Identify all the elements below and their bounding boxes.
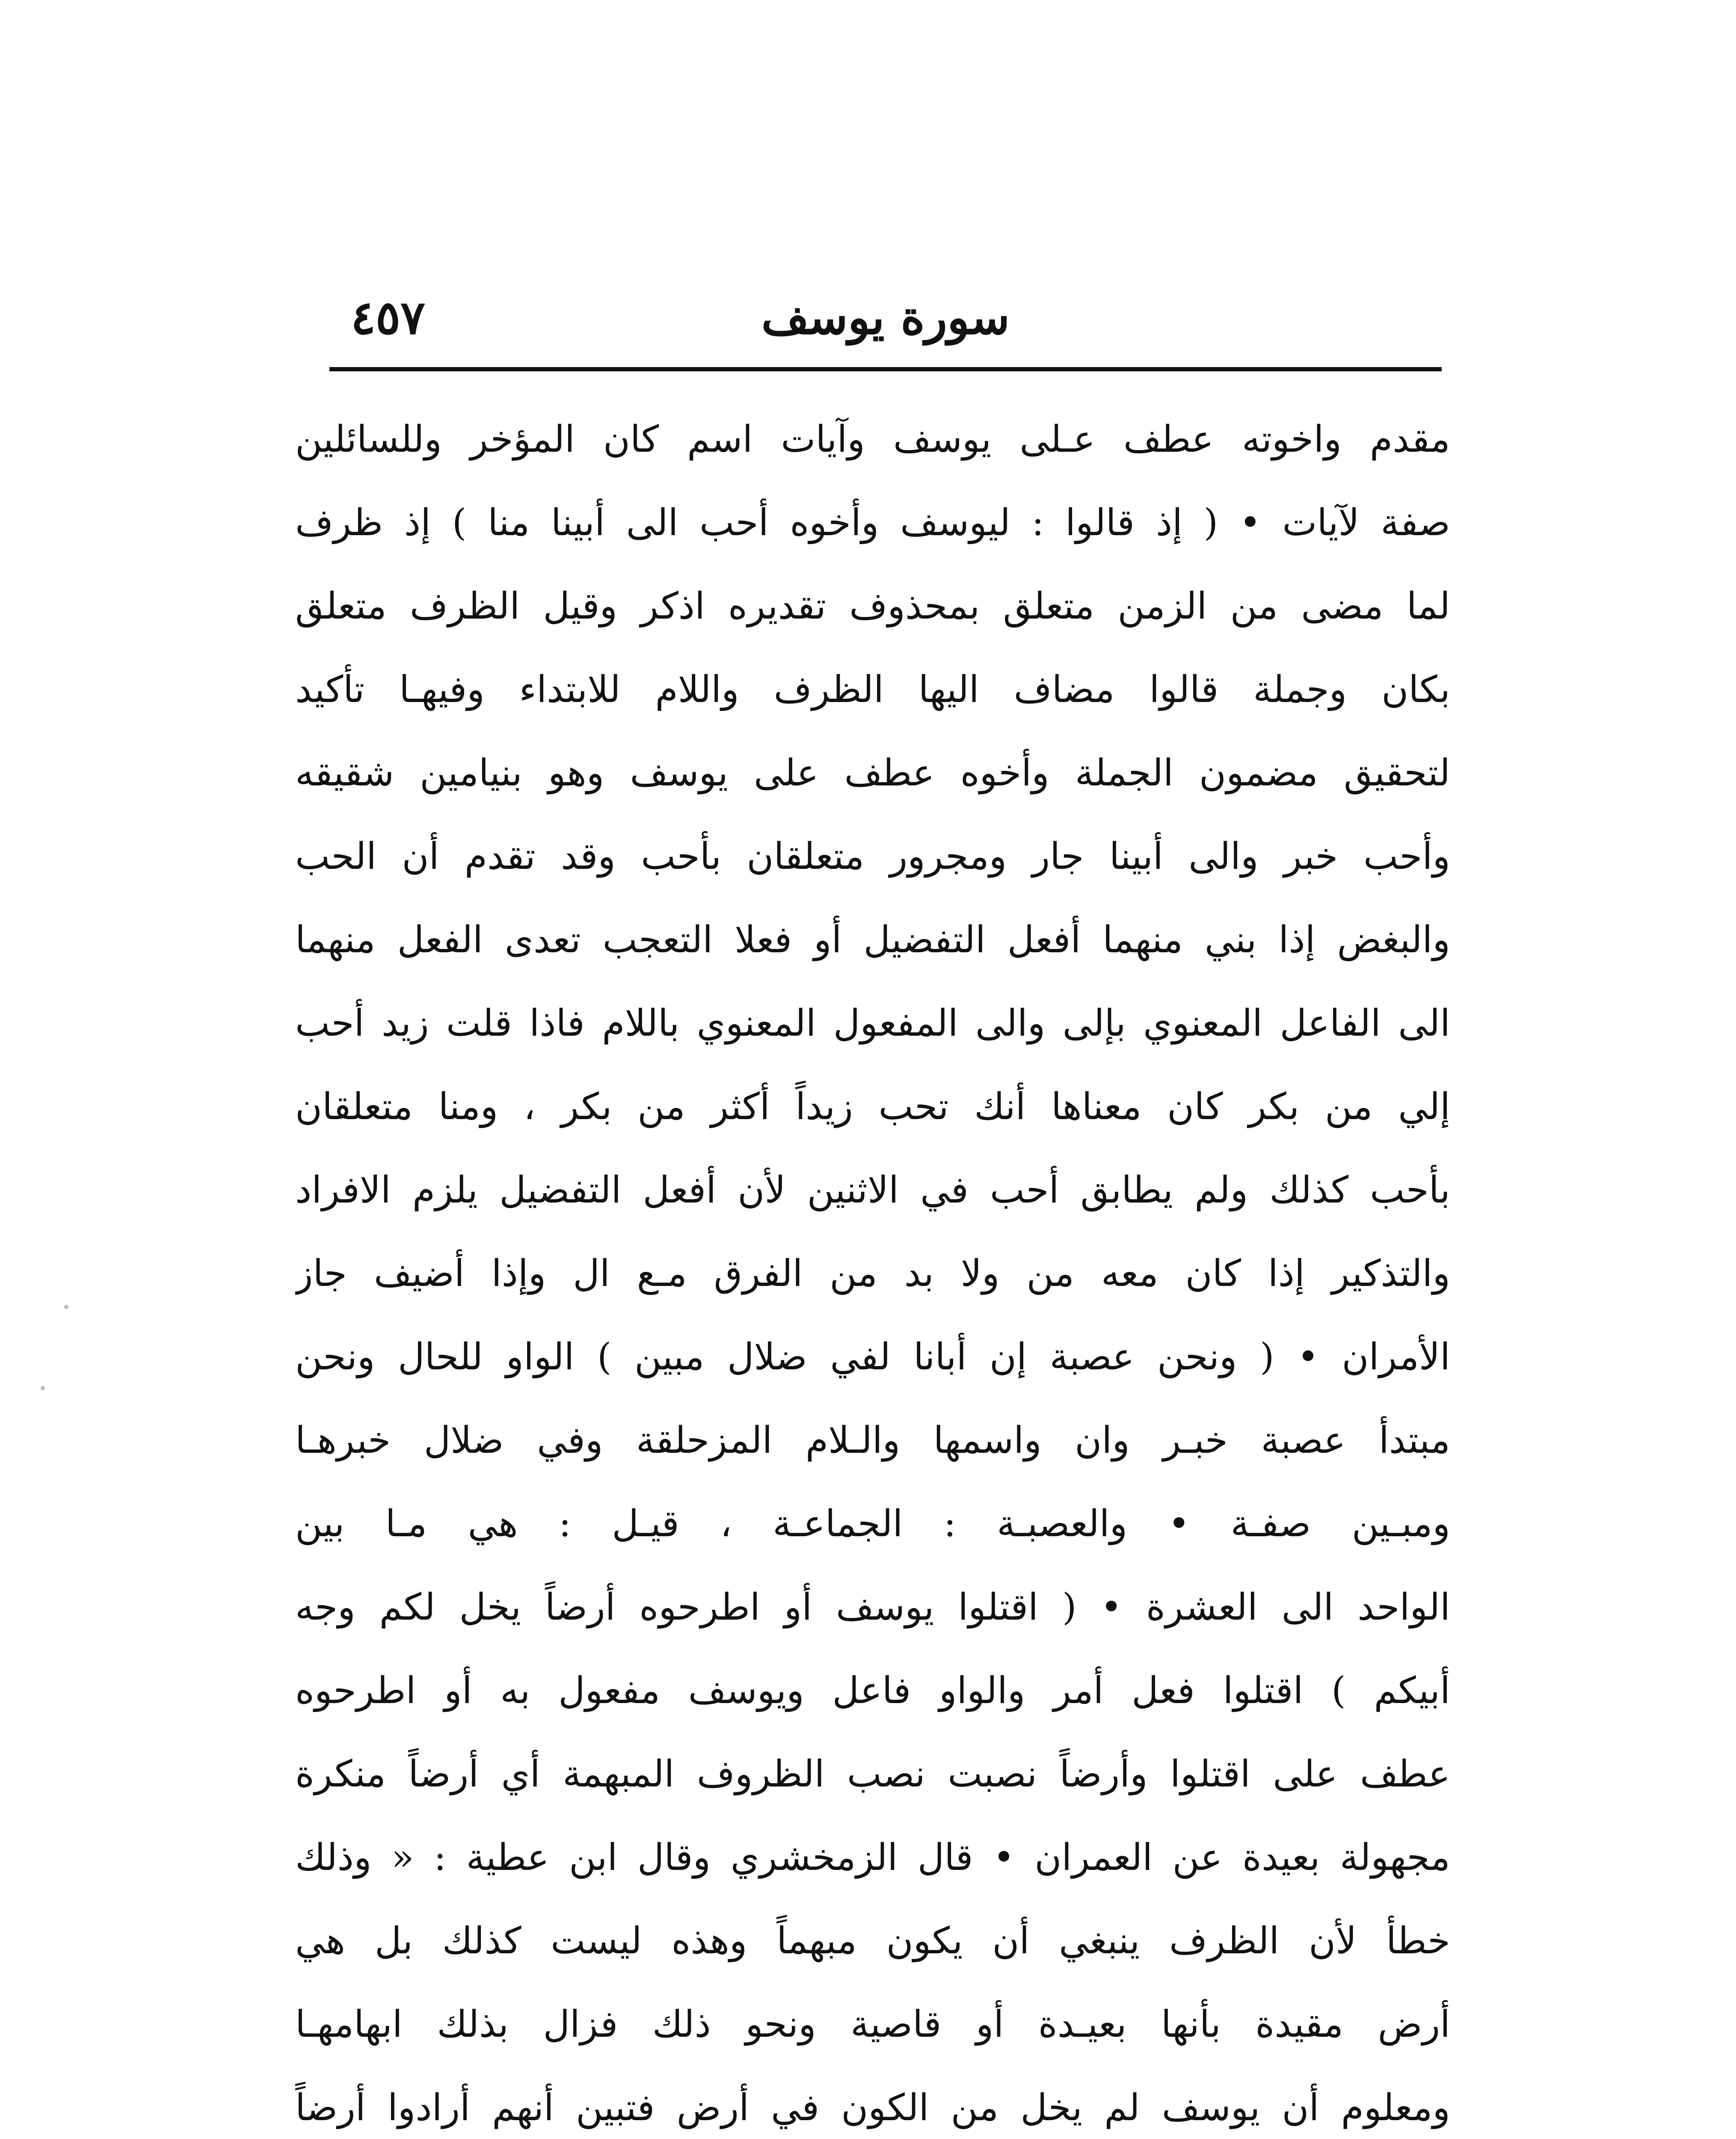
text-line: أبيكم ) اقتلوا فعل أمر والواو فاعل ويوسف مفعول به أو اطرحوه <box>295 1669 1450 1712</box>
text-line: مقدم واخوته عطف عـلى يوسف وآيات اسم كان المؤخر وللسائلين <box>295 418 1450 461</box>
text-line: صفة لآيات • ( إذ قالوا : ليوسف وأخوه أحب الى أبينا منا ) إذ ظرف <box>295 501 1450 544</box>
text-line: إلي من بكر كان معناها أنك تحب زيداً أكثر من بكر ، ومنا متعلقان <box>295 1085 1450 1128</box>
scan-speck <box>41 1386 45 1390</box>
text-line: ومعلوم أن يوسف لم يخل من الكون في أرض فتبين أنهم أرادوا أرضاً <box>295 2086 1450 2129</box>
text-line: الأمران • ( ونحن عصبة إن أبانا لفي ضلال مبين ) الواو للحال ونحن <box>295 1336 1450 1378</box>
text-line: لما مضى من الزمن متعلق بمحذوف تقديره اذكر وقيل الظرف متعلق <box>295 585 1450 628</box>
text-line: لتحقيق مضمون الجملة وأخوه عطف على يوسف وهو بنيامين شقيقه <box>295 752 1450 794</box>
text-line: بأحب كذلك ولم يطابق أحب في الاثنين لأن أفعل التفضيل يلزم الافراد <box>295 1169 1450 1212</box>
text-line: والبغض إذا بني منهما أفعل التفضيل أو فعلا التعجب تعدى الفعل منهما <box>295 918 1450 961</box>
text-line: أرض مقيدة بأنها بعيـدة أو قاصية ونحو ذلك فزال بذلك ابهامهـا <box>295 2003 1450 2046</box>
page-header <box>329 274 1442 359</box>
text-line: مجهولة بعيدة عن العمران • قال الزمخشري وقال ابن عطية : « وذلك <box>295 1836 1450 1879</box>
text-line: وأحب خبر والى أبينا جار ومجرور متعلقان بأحب وقد تقدم أن الحب <box>295 835 1450 878</box>
text-line: الواحد الى العشرة • ( اقتلوا يوسف أو اطرحوه أرضاً يخل لكم وجه <box>295 1586 1450 1629</box>
page-number: ٤٥٧ <box>351 291 426 345</box>
text-line: عطف على اقتلوا وأرضاً نصبت نصب الظروف المبهمة أي أرضاً منكرة <box>295 1753 1450 1795</box>
text-line: ومبـين صفـة • والعصبـة : الجماعـة ، قيـل : هي مـا بين <box>295 1502 1450 1545</box>
text-line: الى الفاعل المعنوي بإلى والى المفعول المعنوي باللام فاذا قلت زيد أحب <box>295 1002 1450 1045</box>
text-line: بكان وجملة قالوا مضاف اليها الظرف واللام للابتداء وفيهـا تأكيد <box>295 668 1450 711</box>
header-divider <box>329 367 1442 371</box>
text-line: مبتدأ عصبة خبـر وان واسمها والـلام المزحلقة وفي ضلال خبرهـا <box>295 1419 1450 1462</box>
body-text <box>295 398 1450 2139</box>
surah-title: سورة يوسف <box>761 291 1010 345</box>
scan-speck <box>64 1305 68 1309</box>
text-line: خطأ لأن الظرف ينبغي أن يكون مبهماً وهذه ليست كذلك بل هي <box>295 1920 1450 1962</box>
text-line: والتذكير إذا كان معه من ولا بد من الفرق مـع ال وإذا أضيف جاز <box>295 1252 1450 1295</box>
